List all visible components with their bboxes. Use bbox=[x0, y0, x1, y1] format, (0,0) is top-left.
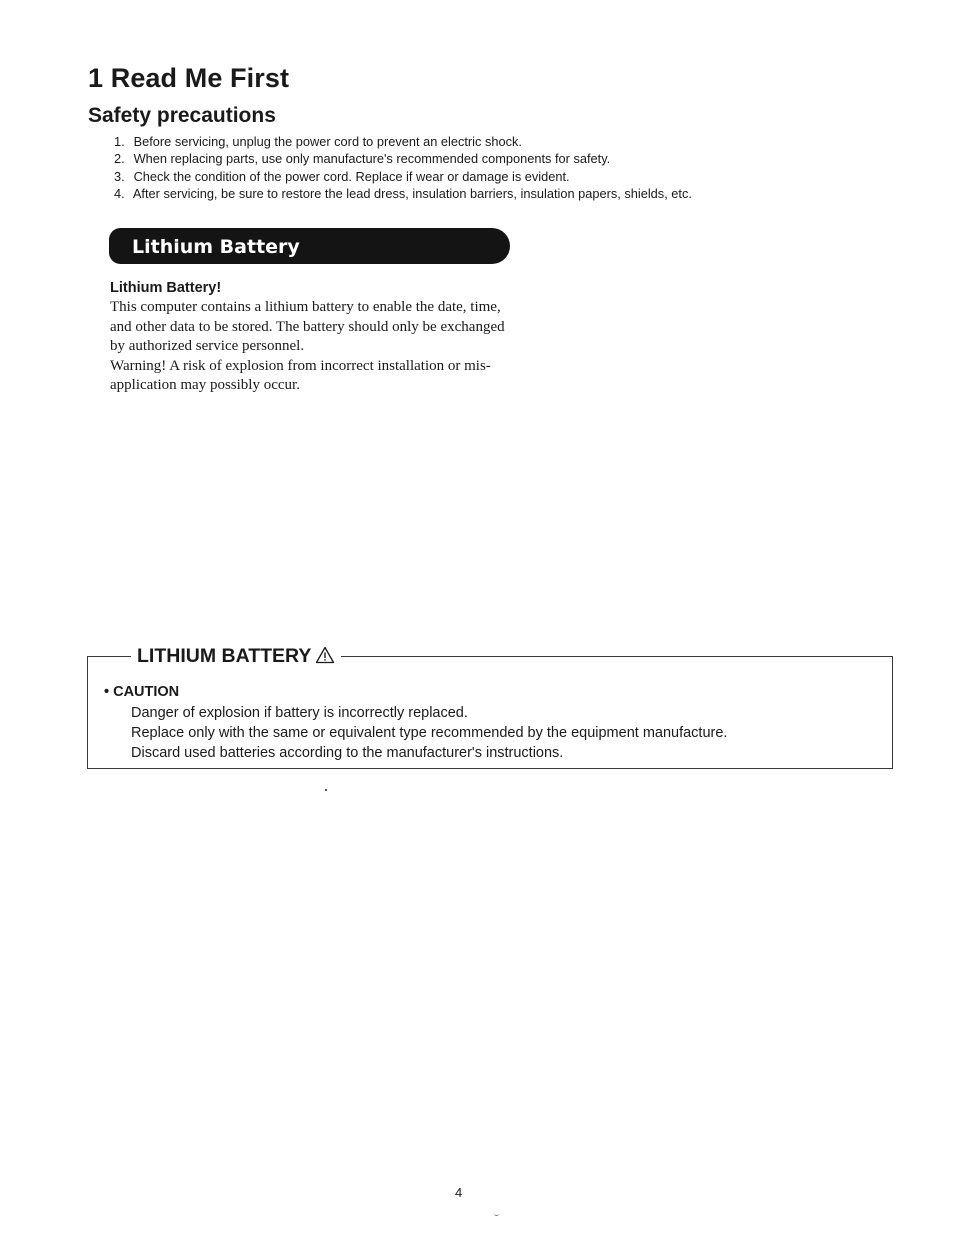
caution-text bbox=[131, 703, 727, 763]
page-title: 1 Read Me First bbox=[88, 63, 290, 93]
list-item bbox=[114, 133, 692, 150]
paragraph-line: This computer contains a lithium battery to enable the date, time, bbox=[110, 299, 501, 315]
caution-line: Replace only with the same or equivalent type recommended by the equipment manufacture. bbox=[131, 725, 728, 741]
lithium-battery-caution-box bbox=[87, 645, 893, 769]
lithium-battery-heading: Lithium Battery! bbox=[110, 280, 222, 296]
caution-box-title-text: LITHIUM BATTERY bbox=[137, 645, 312, 667]
caution-line: Discard used batteries according to the manufacturer's instructions. bbox=[131, 745, 564, 761]
paragraph-line: by authorized service personnel. bbox=[110, 338, 305, 354]
paragraph-line: Warning! A risk of explosion from incorrect installation or mis- bbox=[110, 357, 491, 374]
item-number: 2. bbox=[114, 151, 125, 167]
item-text: When replacing parts, use only manufacture's recommended components for safety. bbox=[133, 151, 611, 167]
item-number: 3. bbox=[114, 168, 125, 184]
safety-precautions-heading: Safety precautions bbox=[88, 104, 276, 127]
item-text: Before servicing, unplug the power cord to prevent an electric shock. bbox=[133, 134, 522, 149]
item-number: 4. bbox=[114, 185, 125, 201]
lithium-battery-banner: Lithium Battery bbox=[109, 228, 510, 264]
paragraph-line: application may possibly occur. bbox=[110, 377, 300, 393]
list-item bbox=[114, 185, 692, 202]
caution-box-title bbox=[131, 643, 341, 671]
item-number: 1. bbox=[114, 134, 125, 149]
page-number: 4 bbox=[455, 1185, 463, 1200]
item-text: After servicing, be sure to restore the lead dress, insulation barriers, insulation papers, shields, etc. bbox=[132, 185, 692, 201]
paragraph-line: and other data to be stored. The battery should only be exchanged bbox=[110, 318, 505, 335]
list-item bbox=[114, 168, 692, 185]
lithium-battery-text bbox=[110, 298, 520, 396]
caution-line: Danger of explosion if battery is incorrectly replaced. bbox=[131, 705, 468, 721]
caution-label: • CAUTION bbox=[104, 684, 180, 700]
item-text: Check the condition of the power cord. Replace if wear or damage is evident. bbox=[133, 168, 570, 184]
warning-triangle-icon bbox=[315, 645, 335, 671]
list-item bbox=[114, 150, 692, 167]
stray-mark-curve bbox=[494, 1212, 499, 1216]
safety-precautions-list bbox=[114, 133, 692, 202]
stray-mark-dot bbox=[325, 789, 327, 791]
